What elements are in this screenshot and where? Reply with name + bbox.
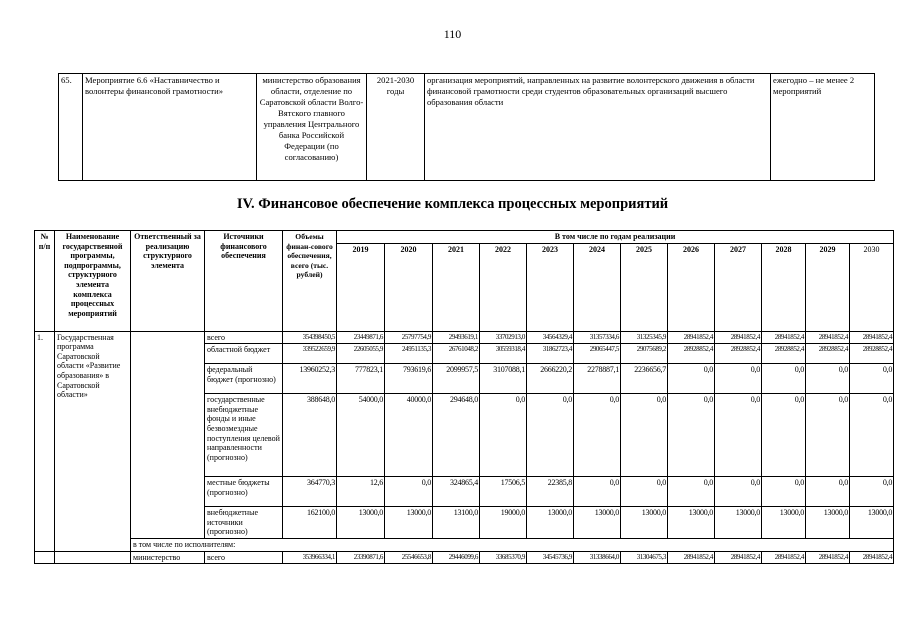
year-value: 28928852,4 [762, 344, 806, 364]
year-value: 294648,0 [433, 394, 480, 477]
year-value: 28941852,4 [850, 331, 894, 344]
year-value: 793619,6 [385, 364, 433, 394]
year-value: 0,0 [668, 364, 715, 394]
year-value: 0,0 [762, 477, 806, 507]
year-value: 28928852,4 [850, 344, 894, 364]
header-year: 2030 [850, 243, 894, 331]
year-value: 13000,0 [385, 507, 433, 539]
source-label: местные бюджеты (прогнозно) [205, 477, 283, 507]
year-value: 28941852,4 [850, 551, 894, 564]
program-name: Государственная программа Саратовской области «Развитие образования» в Саратовской области» [55, 331, 131, 551]
source-label: областной бюджет [205, 344, 283, 364]
year-value: 13000,0 [850, 507, 894, 539]
total-value: 339522659,9 [283, 344, 337, 364]
year-value: 28941852,4 [715, 331, 762, 344]
year-value: 54000,0 [337, 394, 385, 477]
header-year: 2019 [337, 243, 385, 331]
program-name-continued [55, 551, 131, 564]
year-value: 17506,5 [480, 477, 527, 507]
year-value: 28941852,4 [668, 551, 715, 564]
year-value: 13000,0 [806, 507, 850, 539]
year-value: 24951135,3 [385, 344, 433, 364]
year-value: 34564329,4 [527, 331, 574, 344]
year-value: 22605055,9 [337, 344, 385, 364]
year-value: 777823,1 [337, 364, 385, 394]
header-year: 2021 [433, 243, 480, 331]
header-year: 2027 [715, 243, 762, 331]
year-value: 0,0 [806, 364, 850, 394]
table-row [35, 538, 894, 551]
year-value: 28941852,4 [762, 551, 806, 564]
year-value: 0,0 [715, 364, 762, 394]
year-value: 13100,0 [433, 507, 480, 539]
year-value: 13000,0 [337, 507, 385, 539]
year-value: 3107088,1 [480, 364, 527, 394]
year-value: 0,0 [480, 394, 527, 477]
header-num: № п/п [35, 231, 55, 332]
financing-table [34, 230, 894, 564]
year-value: 28941852,4 [762, 331, 806, 344]
total-value: 364770,3 [283, 477, 337, 507]
year-value: 13000,0 [527, 507, 574, 539]
year-value: 28928852,4 [715, 344, 762, 364]
header-name: Наименование государственной программы, подпрограммы, структурного элемента комплекса процессных мероприятий [55, 231, 131, 332]
year-value: 0,0 [806, 394, 850, 477]
year-value: 31304675,3 [621, 551, 668, 564]
row-number [35, 551, 55, 564]
table-row [35, 551, 894, 564]
year-value: 29065447,5 [574, 344, 621, 364]
year-value: 28941852,4 [668, 331, 715, 344]
year-value: 34545736,9 [527, 551, 574, 564]
header-year: 2029 [806, 243, 850, 331]
year-value: 0,0 [527, 394, 574, 477]
row-number: 65. [59, 74, 83, 181]
year-value: 28941852,4 [806, 331, 850, 344]
year-value: 0,0 [621, 394, 668, 477]
source-label: государственные внебюджетные фонды и иные безвозмездные поступления целевой направленности (прогнозно) [205, 394, 283, 477]
year-value: 23390871,6 [337, 551, 385, 564]
header-year: 2025 [621, 243, 668, 331]
year-value: 13000,0 [668, 507, 715, 539]
header-year: 2023 [527, 243, 574, 331]
year-value: 0,0 [715, 394, 762, 477]
year-value: 0,0 [668, 394, 715, 477]
source-label: внебюджетные источники (прогнозно) [205, 507, 283, 539]
year-value: 29075689,2 [621, 344, 668, 364]
year-value: 2099957,5 [433, 364, 480, 394]
year-value: 13000,0 [762, 507, 806, 539]
total-value: 354398450,5 [283, 331, 337, 344]
program-responsible [131, 331, 205, 538]
year-value: 13000,0 [574, 507, 621, 539]
total-value: 162100,0 [283, 507, 337, 539]
year-value: 31338664,0 [574, 551, 621, 564]
year-value: 12,6 [337, 477, 385, 507]
header-year: 2020 [385, 243, 433, 331]
year-value: 23449871,6 [337, 331, 385, 344]
year-value: 33685370,9 [480, 551, 527, 564]
source-label: всего [205, 551, 283, 564]
year-value: 28941852,4 [715, 551, 762, 564]
source-label: всего [205, 331, 283, 344]
year-value: 0,0 [850, 394, 894, 477]
year-value: 0,0 [621, 477, 668, 507]
header-year: 2028 [762, 243, 806, 331]
header-responsible: Ответственный за реализацию структурного элемента [131, 231, 205, 332]
year-value: 31357334,6 [574, 331, 621, 344]
year-value: 28928852,4 [806, 344, 850, 364]
table-row [35, 331, 894, 344]
year-value: 22385,8 [527, 477, 574, 507]
year-value: 0,0 [762, 394, 806, 477]
year-value: 0,0 [762, 364, 806, 394]
header-volume: Объемы финан-сового обеспечения, всего (тыс. рублей) [283, 231, 337, 332]
year-value: 0,0 [574, 394, 621, 477]
year-value: 2666220,2 [527, 364, 574, 394]
executor-name: министерство [131, 551, 205, 564]
expected-result: ежегодно – не менее 2 мероприятий [771, 74, 875, 181]
measures-table-continuation [58, 73, 875, 181]
year-value: 0,0 [806, 477, 850, 507]
table-row [59, 74, 875, 181]
year-value: 0,0 [850, 364, 894, 394]
year-value: 19000,0 [480, 507, 527, 539]
year-value: 40000,0 [385, 394, 433, 477]
total-value: 13960252,3 [283, 364, 337, 394]
header-year: 2022 [480, 243, 527, 331]
header-by-years: В том числе по годам реализации [337, 231, 894, 244]
year-value: 29446099,6 [433, 551, 480, 564]
responsible-executor: министерство образования области, отделение по Саратовской области Волго-Вятского главного управления Центрального банка Российской Федерации (по согласованию) [257, 74, 367, 181]
year-value: 2236656,7 [621, 364, 668, 394]
program-number: 1. [35, 331, 55, 551]
section-title: IV. Финансовое обеспечение комплекса процессных мероприятий [236, 196, 669, 212]
page-number: 110 [443, 27, 462, 41]
year-value: 25546653,8 [385, 551, 433, 564]
total-value: 388648,0 [283, 394, 337, 477]
executors-label: в том числе по исполнителям: [131, 538, 894, 551]
year-value: 28928852,4 [668, 344, 715, 364]
year-value: 13000,0 [621, 507, 668, 539]
year-value: 33702913,0 [480, 331, 527, 344]
year-value: 29493619,1 [433, 331, 480, 344]
year-value: 0,0 [668, 477, 715, 507]
year-value: 26761048,2 [433, 344, 480, 364]
year-value: 0,0 [850, 477, 894, 507]
year-value: 28941852,4 [806, 551, 850, 564]
total-value: 353966334,1 [283, 551, 337, 564]
header-sources: Источники финансового обеспечения [205, 231, 283, 332]
measure-description: организация мероприятий, направленных на развитие волонтерского движения в области финансовой грамотности среди студентов образовательных организаций высшего образования области [425, 74, 771, 181]
year-value: 31325345,9 [621, 331, 668, 344]
year-value: 0,0 [385, 477, 433, 507]
year-value: 25797754,9 [385, 331, 433, 344]
year-value: 324865,4 [433, 477, 480, 507]
year-value: 31862723,4 [527, 344, 574, 364]
year-value: 13000,0 [715, 507, 762, 539]
year-value: 0,0 [574, 477, 621, 507]
measure-name: Мероприятие 6.6 «Наставничество и волонтеры финансовой грамотности» [83, 74, 257, 181]
year-value: 0,0 [715, 477, 762, 507]
year-value: 30559318,4 [480, 344, 527, 364]
year-value: 2278887,1 [574, 364, 621, 394]
header-year: 2026 [668, 243, 715, 331]
implementation-period: 2021-2030 годы [367, 74, 425, 181]
header-row [35, 231, 894, 244]
header-year: 2024 [574, 243, 621, 331]
source-label: федеральный бюджет (прогнозно) [205, 364, 283, 394]
